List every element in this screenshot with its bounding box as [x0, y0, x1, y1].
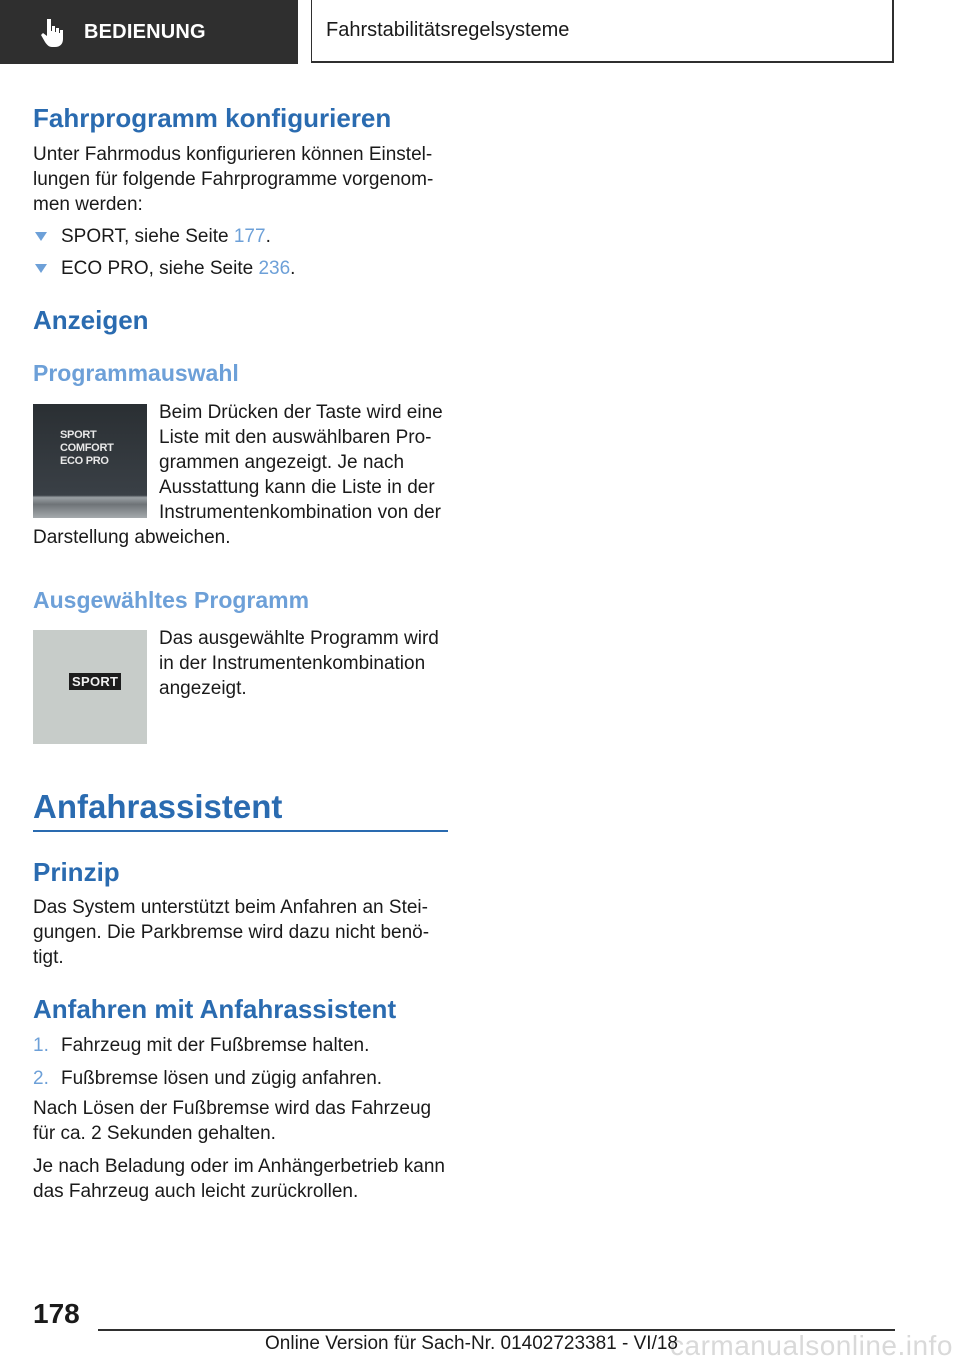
- text-line: Nach Lösen der Fußbremse wird das Fahrzeug: [33, 1098, 432, 1119]
- step-text: Fahrzeug mit der Fußbremse halten.: [61, 1035, 370, 1056]
- step-text: Fußbremse lösen und zügig anfahren.: [61, 1068, 383, 1089]
- step-number: 2.: [33, 1068, 49, 1089]
- config-heading: Fahrprogramm konfigurieren: [33, 103, 392, 133]
- section-tab: [0, 0, 298, 64]
- config-section: [33, 103, 448, 134]
- prinzip-heading: Prinzip: [33, 857, 120, 887]
- program-list-image: [33, 404, 147, 518]
- text-line: grammen angezeigt. Je nach: [159, 452, 405, 473]
- page-link-236[interactable]: 236: [258, 258, 291, 279]
- watermark: carmanualsonline.info: [670, 1330, 953, 1361]
- selected-program-image: [33, 630, 147, 744]
- config-list: [33, 224, 448, 281]
- text-line: Das System unterstützt beim Anfahren an Stei-: [33, 897, 428, 918]
- text-line: Je nach Beladung oder im Anhängerbetrieb kann: [33, 1156, 445, 1177]
- list-item-end: .: [265, 226, 271, 247]
- program-option: SPORT: [60, 429, 97, 441]
- text-line: in der Instrumentenkombination: [159, 653, 426, 674]
- ausgewaehltes-programm-text: [159, 626, 454, 701]
- programmauswahl-text: [159, 400, 454, 525]
- heading-rule: [33, 830, 448, 832]
- page-number: 178: [33, 1298, 80, 1329]
- text-line: Darstellung abweichen.: [33, 527, 231, 548]
- programmauswahl-heading: Programmauswahl: [33, 360, 239, 386]
- text-line: Liste mit den auswählbaren Pro-: [159, 427, 432, 448]
- chapter-title: Fahrstabilitätsregelsysteme: [311, 0, 894, 63]
- triangle-bullet-icon: [35, 264, 47, 273]
- text-line: Das ausgewählte Programm wird: [159, 628, 439, 649]
- steps-list: [33, 1033, 448, 1091]
- anzeigen-heading: Anzeigen: [33, 305, 149, 335]
- section-title: BEDIENUNG: [84, 20, 206, 43]
- text-line: Beim Drücken der Taste wird eine: [159, 402, 443, 423]
- triangle-bullet-icon: [35, 232, 47, 241]
- program-list: [60, 429, 114, 468]
- sport-badge: SPORT: [69, 673, 121, 690]
- list-item-end: .: [290, 258, 296, 279]
- note-2: [33, 1154, 448, 1204]
- step-item: [33, 1033, 448, 1058]
- text-line: das Fahrzeug auch leicht zurückrollen.: [33, 1181, 359, 1202]
- list-item: [33, 256, 448, 281]
- program-option: ECO PRO: [60, 455, 109, 467]
- footer-version: Online Version für Sach-Nr. 01402723381 - VI/18: [265, 1333, 678, 1354]
- anfahren-heading: Anfahren mit Anfahrassistent: [33, 994, 397, 1024]
- list-item: [33, 224, 448, 249]
- hand-pointer-icon: [40, 17, 66, 47]
- config-intro-line: lungen für folgende Fahrprogramme vorgenom-: [33, 169, 434, 190]
- program-option: COMFORT: [60, 442, 114, 454]
- config-intro: [33, 142, 448, 217]
- anfahrassistent-heading: Anfahrassistent: [33, 788, 283, 825]
- config-intro-line: men werden:: [33, 194, 143, 215]
- config-intro-line: Unter Fahrmodus konfigurieren können Einstel-: [33, 144, 433, 165]
- step-item: [33, 1066, 448, 1091]
- text-line: gungen. Die Parkbremse wird dazu nicht benö-: [33, 922, 430, 943]
- text-line: angezeigt.: [159, 678, 247, 699]
- text-line: für ca. 2 Sekunden gehalten.: [33, 1123, 276, 1144]
- text-line: tigt.: [33, 947, 64, 968]
- note-1: [33, 1096, 448, 1146]
- page-link-177[interactable]: 177: [233, 226, 266, 247]
- list-item-text: ECO PRO, siehe Seite: [61, 258, 259, 279]
- text-line: Ausstattung kann die Liste in der: [159, 477, 435, 498]
- list-item-text: SPORT, siehe Seite: [61, 226, 234, 247]
- step-number: 1.: [33, 1035, 49, 1056]
- ausgewaehltes-programm-heading: Ausgewähltes Programm: [33, 587, 310, 613]
- text-line: Instrumentenkombination von der: [159, 502, 441, 523]
- prinzip-text: [33, 895, 448, 970]
